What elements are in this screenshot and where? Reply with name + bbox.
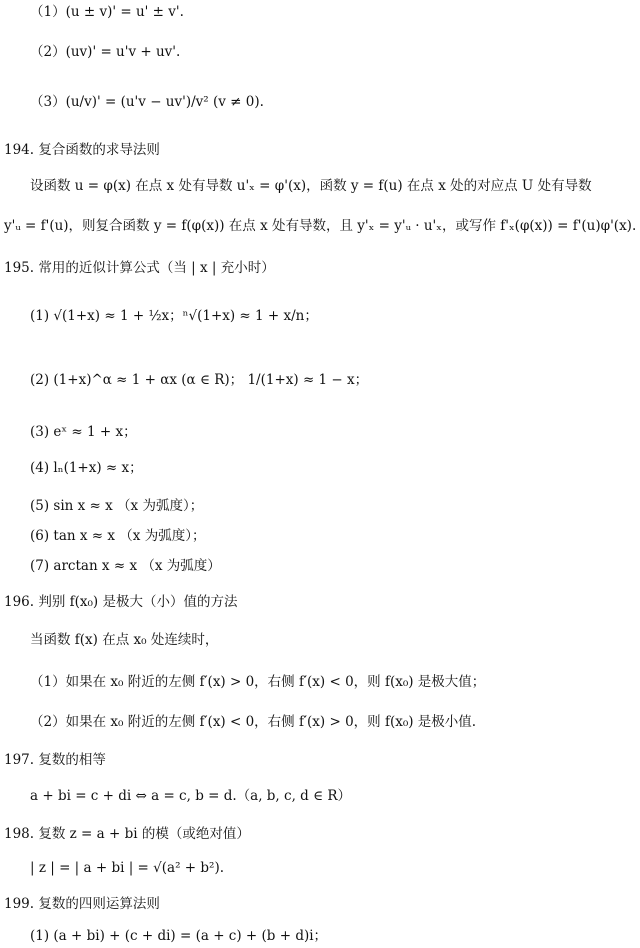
section-heading-194: 194. 复合函数的求导法则 [4, 142, 160, 158]
section-heading-199: 199. 复数的四则运算法则 [4, 896, 160, 912]
approx-formula-3: (3) eˣ ≈ 1 + x； [30, 424, 137, 440]
extremum-rule-2: （2）如果在 x₀ 附近的左侧 f′(x) < 0，右侧 f′(x) > 0，则 f(x₀) 是极小值. [30, 714, 477, 730]
approx-formula-7: (7) arctan x ≈ x （x 为弧度） [30, 558, 221, 574]
section-heading-198: 198. 复数 z = a + bi 的模（或绝对值） [4, 826, 250, 842]
approx-formula-6: (6) tan x ≈ x （x 为弧度）； [30, 528, 206, 544]
section-heading-196: 196. 判别 f(x₀) 是极大（小）值的方法 [4, 594, 238, 610]
section-heading-195: 195. 常用的近似计算公式（当 | x | 充小时） [4, 260, 275, 276]
complex-modulus: | z | = | a + bi | = √(a² + b²). [30, 860, 224, 876]
extremum-rule-1: （1）如果在 x₀ 附近的左侧 f′(x) > 0，右侧 f′(x) < 0，则 f(x₀) 是极大值； [30, 674, 486, 690]
formula-line-1: （1）(u ± v)' = u' ± v'. [30, 4, 184, 20]
approx-formula-4: (4) lₙ(1+x) ≈ x； [30, 460, 143, 476]
paragraph-line-2: y'ᵤ = f'(u)，则复合函数 y = f(φ(x)) 在点 x 处有导数，且 y'ₓ = y'ᵤ · u'ₓ，或写作 f'ₓ(φ(x)) = f'(u)φ'(x). [4, 218, 637, 234]
complex-equality: a + bi = c + di ⇔ a = c, b = d.（a, b, c, d ∈ R） [30, 788, 352, 804]
approx-formula-5: (5) sin x ≈ x （x 为弧度）； [30, 498, 204, 514]
formula-line-3: （3）(u/v)' = (u'v − uv')/v² (v ≠ 0). [30, 94, 264, 110]
approx-formula-1: (1) √(1+x) ≈ 1 + ½x；ⁿ√(1+x) ≈ 1 + x/n； [30, 308, 318, 324]
section-heading-197: 197. 复数的相等 [4, 752, 106, 768]
paragraph-line-1: 设函数 u = φ(x) 在点 x 处有导数 u'ₓ = φ'(x)，函数 y = f(u) 在点 x 处的对应点 U 处有导数 [30, 178, 592, 194]
formula-line-2: （2）(uv)' = u'v + uv'. [30, 44, 181, 60]
complex-addition: (1) (a + bi) + (c + di) = (a + c) + (b + d)i； [30, 928, 328, 944]
approx-formula-2: (2) (1+x)^α ≈ 1 + αx (α ∈ R)； 1/(1+x) ≈ 1 − x； [30, 372, 369, 388]
paragraph-line-3: 当函数 f(x) 在点 x₀ 处连续时， [30, 632, 219, 648]
